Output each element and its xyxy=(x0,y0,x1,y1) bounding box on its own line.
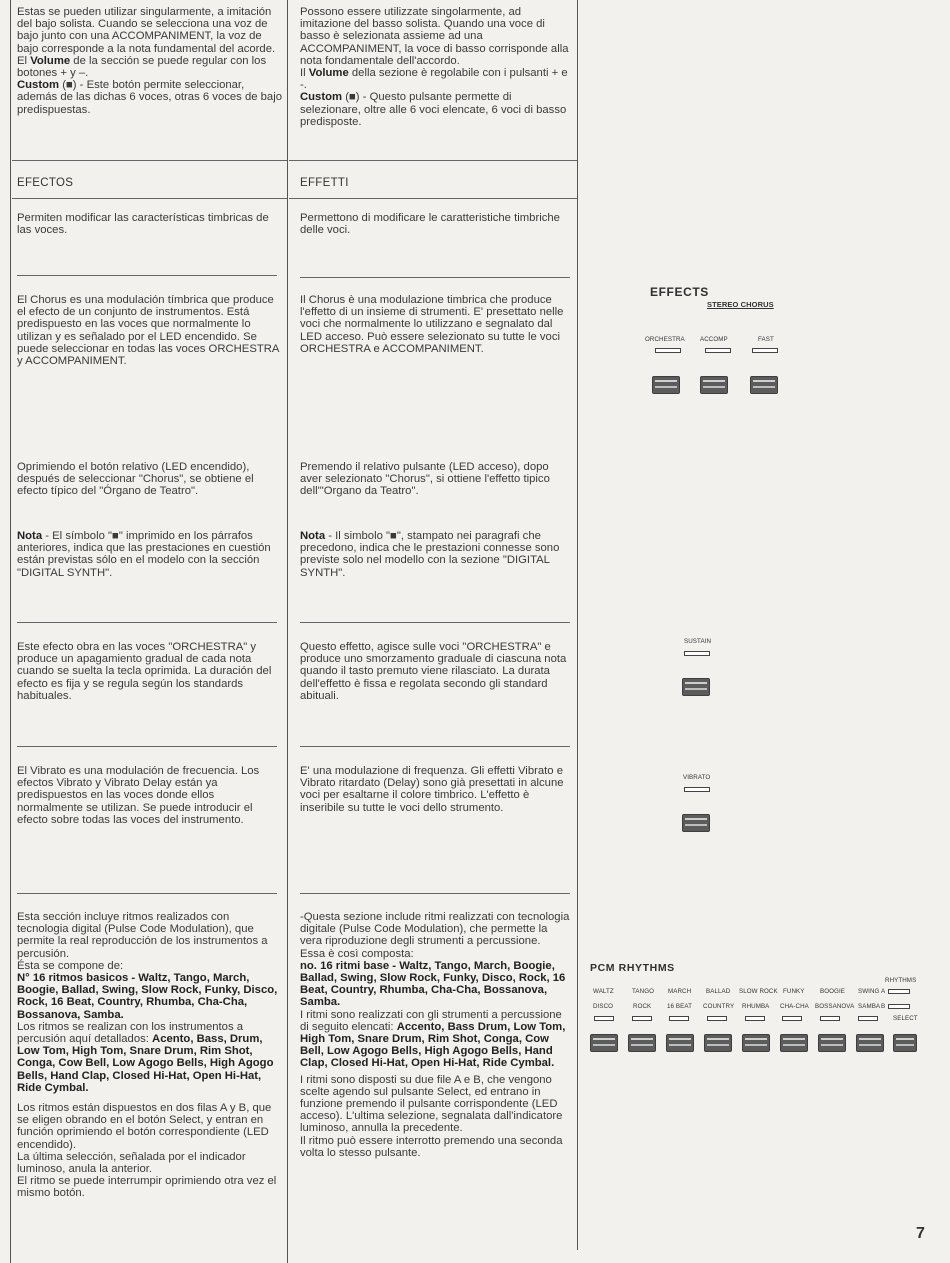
mid-effetti-heading: EFFETTI xyxy=(300,177,349,189)
row-a-indicator-label: A xyxy=(881,988,886,995)
stereo-chorus-label: STEREO CHORUS xyxy=(707,300,774,309)
vibrato-label: VIBRATO xyxy=(683,774,711,781)
mid-rule-3 xyxy=(300,277,570,278)
rhythm-led xyxy=(858,1016,878,1021)
rhythm-b-label: BOSSANOVA xyxy=(815,1003,855,1010)
rhythm-a-label: FUNKY xyxy=(783,988,805,995)
rhythm-button[interactable] xyxy=(742,1034,770,1052)
led-accomp xyxy=(705,348,731,353)
fast-chorus-button[interactable] xyxy=(750,376,778,394)
led-vibrato xyxy=(684,787,710,792)
left-pcm-text: Esta sección incluye ritmos realizados con tecnologia digital (Pulse Code Modulation), que permite la real reproducción de los instrumentos a percusión. Ésta se compone de: N° 16 ritmos basicos - Waltz, Tango, March, Boogie, Ballad, Swing, Slow Rock, Funky, Disco, Rock, 16 Beat, Country, Rhumba, Cha-Cha, Bossanova, Samba. Los ritmos se realizan con los instrumentos a percusión aquí detallados: Acento, Bass, Drum, Low Tom, High Tom, Snare Drum, Rim Shot, Conga, Cow Bell, Low Agogo Bells, High Agogo Bells, Hand Clap, Closed Hi-Hat, Open Hi-Hat, Ride Cymbal. Los ritmos están dispuestos en dos filas A y B, que se eligen obrando en el botón Select, y entran en función oprimiendo el botón correspondiente (LED encendido). La última selección, señalada por el indicador luminoso, anula la anterior. El ritmo se puede interrumpir oprimiendo otra vez el mismo botón. xyxy=(17,911,278,1200)
mid-rule-5 xyxy=(300,746,570,747)
mid-rule-4 xyxy=(300,622,570,623)
rhythm-button[interactable] xyxy=(856,1034,884,1052)
led-sustain xyxy=(684,651,710,656)
left-rule-5 xyxy=(17,746,277,747)
left-rule-1 xyxy=(12,160,287,161)
column-divider-2 xyxy=(577,0,578,1250)
left-nota-text: Nota - El símbolo "■" imprimido en los párrafos anteriores, indica que las prestaciones en cuestión están previstas sólo en el modelo con la sección "DIGITAL SYNTH". xyxy=(17,530,271,579)
rhythm-a-label: BOOGIE xyxy=(820,988,846,995)
vibrato-button[interactable] xyxy=(682,814,710,832)
rhythm-b-label: DISCO xyxy=(593,1003,614,1010)
rhythm-button[interactable] xyxy=(818,1034,846,1052)
rhythm-button[interactable] xyxy=(628,1034,656,1052)
left-rule-3 xyxy=(17,275,277,276)
rhythm-a-label: TANGO xyxy=(632,988,655,995)
left-rule-2 xyxy=(12,198,287,199)
left-sustain-text: Este efecto obra en las voces "ORCHESTRA" y produce un apagamiento gradual de cada nota cuando se suelta la tecla oprimida. La duración del efecto es fija y se regula según los standards habituales. xyxy=(17,641,272,702)
led-fast xyxy=(752,348,778,353)
mid-sustain-text: Questo effetto, agisce sulle voci "ORCHESTRA" e produce uno smorzamento graduale di ciascuna nota quando il tasto premuto viene rilasciato. La durata dell'effetto è fissa e regolata secondo gli standard abituali. xyxy=(300,641,567,702)
left-bass-paragraph: Estas se pueden utilizar singularmente, a imitación del bajo solista. Cuando se selecciona una voz de bajo junto con una ACCOMPANIMENT, la voz de bajo corresponde a la nota fundamental del acorde. xyxy=(17,6,276,55)
mid-vibrato-text: E' una modulazione di frequenza. Gli effetti Vibrato e Vibrato ritardato (Delay) sono già presettati in alcune voci per esaltarne il colore timbrico. L'effetto è inseribile su tutte le voci dello strumento. xyxy=(300,765,564,814)
sustain-button[interactable] xyxy=(682,678,710,696)
rhythm-a-label: SWING xyxy=(858,988,880,995)
orchestra-chorus-button[interactable] xyxy=(652,376,680,394)
rhythm-button[interactable] xyxy=(704,1034,732,1052)
rhythm-led xyxy=(632,1016,652,1021)
rhythm-led xyxy=(594,1016,614,1021)
effects-label-accomp: ACCOMP xyxy=(700,336,728,343)
pcm-rhythms-title: PCM RHYTHMS xyxy=(590,962,675,974)
led-row-a xyxy=(888,989,910,994)
rhythm-button[interactable] xyxy=(590,1034,618,1052)
left-efectos-text: Permiten modificar las características timbricas de las voces. xyxy=(17,212,269,237)
rhythm-a-label: SLOW ROCK xyxy=(739,988,778,995)
mid-effetti-text: Permettono di modificare le caratteristiche timbriche delle voci. xyxy=(300,212,560,237)
left-rule-4 xyxy=(17,622,277,623)
rhythm-a-label: BALLAD xyxy=(706,988,731,995)
rhythm-b-label: 16 BEAT xyxy=(667,1003,693,1010)
left-efectos-heading: EFECTOS xyxy=(17,177,74,189)
rhythm-b-label: COUNTRY xyxy=(703,1003,735,1010)
mid-rule-1 xyxy=(289,160,577,161)
left-rule-6 xyxy=(17,893,277,894)
rhythm-a-label: WALTZ xyxy=(593,988,614,995)
left-fast-text: Oprimiendo el botón relativo (LED encendido), después de seleccionar "Chorus", se obtiene el efecto típico del "Órgano de Teatro". xyxy=(17,461,254,498)
mid-nota-text: Nota - Il simbolo "■", stampato nei paragrafi che precedono, indica che le prestazioni connesse sono previste solo nel modello con la sezione "DIGITAL SYNTH". xyxy=(300,530,560,579)
select-label: SELECT xyxy=(893,1015,918,1022)
accomp-chorus-button[interactable] xyxy=(700,376,728,394)
rhythm-b-label: CHA-CHA xyxy=(780,1003,809,1010)
rhythm-led xyxy=(745,1016,765,1021)
rhythm-b-label: SAMBA xyxy=(858,1003,881,1010)
led-row-b xyxy=(888,1004,910,1009)
left-margin-rule xyxy=(10,0,11,1263)
effects-label-orchestra: ORCHESTRA xyxy=(645,336,685,343)
rhythm-led xyxy=(782,1016,802,1021)
column-divider-1 xyxy=(287,0,288,1263)
rhythm-b-label: RHUMBA xyxy=(742,1003,770,1010)
rhythm-led xyxy=(707,1016,727,1021)
mid-rule-2 xyxy=(289,198,577,199)
rhythm-button[interactable] xyxy=(666,1034,694,1052)
rhythm-b-label: ROCK xyxy=(633,1003,652,1010)
mid-rule-6 xyxy=(300,893,570,894)
left-intro: Estas se pueden utilizar singularmente, a imitación del bajo solista. Cuando se selecciona una voz de bajo junto con una ACCOMPANIMENT, la voz de bajo corresponde a la nota fundamental del acorde. El Volume de la sección se puede regular con los botones + y –. Custom (■) - Este botón permite seleccionar, además de las dichas 6 voces, otras 6 voces de bajo predispuestas. xyxy=(17,6,283,116)
row-b-indicator-label: B xyxy=(881,1003,886,1010)
rhythm-led xyxy=(820,1016,840,1021)
effects-panel-title: EFFECTS xyxy=(650,285,709,299)
rhythms-label: RHYTHMS xyxy=(885,977,917,984)
led-orchestra xyxy=(655,348,681,353)
mid-pcm-text: -Questa sezione include ritmi realizzati con tecnologia digitale (Pulse Code Modulation), che permette la vera riproduzione degli strumenti a percussione. Essa è così composta: no. 16 ritmi base - Waltz, Tango, March, Boogie, Ballad, Swing, Slow Rock, Funky, Disco, Rock, 16 Beat, Country, Rhumba, Cha-Cha, Bossanova, Samba. I ritmi sono realizzati con gli strumenti a percussione di seguito elencati: Accento, Bass Drum, Low Tom, High Tom, Snare Drum, Rim Shot, Conga, Cow Bell, Low Agogo Bells, High Agogo Bells, Hand Clap, Closed Hi-Hat, Open Hi-Hat, Ride Cymbal. I ritmi sono disposti su due file A e B, che vengono scelte agendo sul pulsante Select, ed entrano in funzione premendo il pulsante corrispondente (LED acceso). L'ultima selezione, segnalata dall'indicatore luminoso, annulla la precedente. Il ritmo può essere interrotto premendo una seconda volta lo stesso pulsante. xyxy=(300,911,570,1159)
page-number: 7 xyxy=(916,1225,925,1242)
effects-label-fast: FAST xyxy=(758,336,774,343)
mid-chorus-text: Il Chorus è una modulazione timbrica che produce l'effetto di un insieme di strumenti. E' presettato nelle voci che normalmente lo utilizzano e segnalato dal LED acceso. Può essere selezionato su tutte le voci ORCHESTRA e ACCOMPANIMENT. xyxy=(300,294,564,355)
rhythm-a-label: MARCH xyxy=(668,988,692,995)
rhythm-button[interactable] xyxy=(780,1034,808,1052)
left-chorus-text: El Chorus es una modulación tímbrica que produce el efecto de un conjunto de instrumentos. Está predispuesto en las voces que normalmente lo utilizan y es señalado por el LED encendido. Se puede seleccionar en todas las voces ORCHESTRA y ACCOMPANIMENT. xyxy=(17,294,279,368)
rhythm-led xyxy=(669,1016,689,1021)
mid-intro: Possono essere utilizzate singolarmente, ad imitazione del basso solista. Quando una voce di basso è selezionata assieme ad una ACCOMPANIMENT, la voce di basso corrisponde alla nota fondamentale dell'accordo. Il Volume della sezione è regolabile con i pulsanti + e -. Custom (■) - Questo pulsante permette di selezionare, oltre alle 6 voci elencate, 6 voci di basso predisposte. xyxy=(300,6,569,128)
select-button[interactable] xyxy=(893,1034,917,1052)
sustain-label: SUSTAIN xyxy=(684,638,712,645)
mid-fast-text: Premendo il relativo pulsante (LED acceso), dopo aver selezionato "Chorus", si ottiene l'effetto tipico dell'"Organo da Teatro". xyxy=(300,461,550,498)
left-vibrato-text: El Vibrato es una modulación de frecuencia. Los efectos Vibrato y Vibrato Delay están ya predispuestos en las voces donde ellos normalmente se utilizan. Se puede introducir el efecto sobre todas las voces del instrumento. xyxy=(17,765,260,826)
